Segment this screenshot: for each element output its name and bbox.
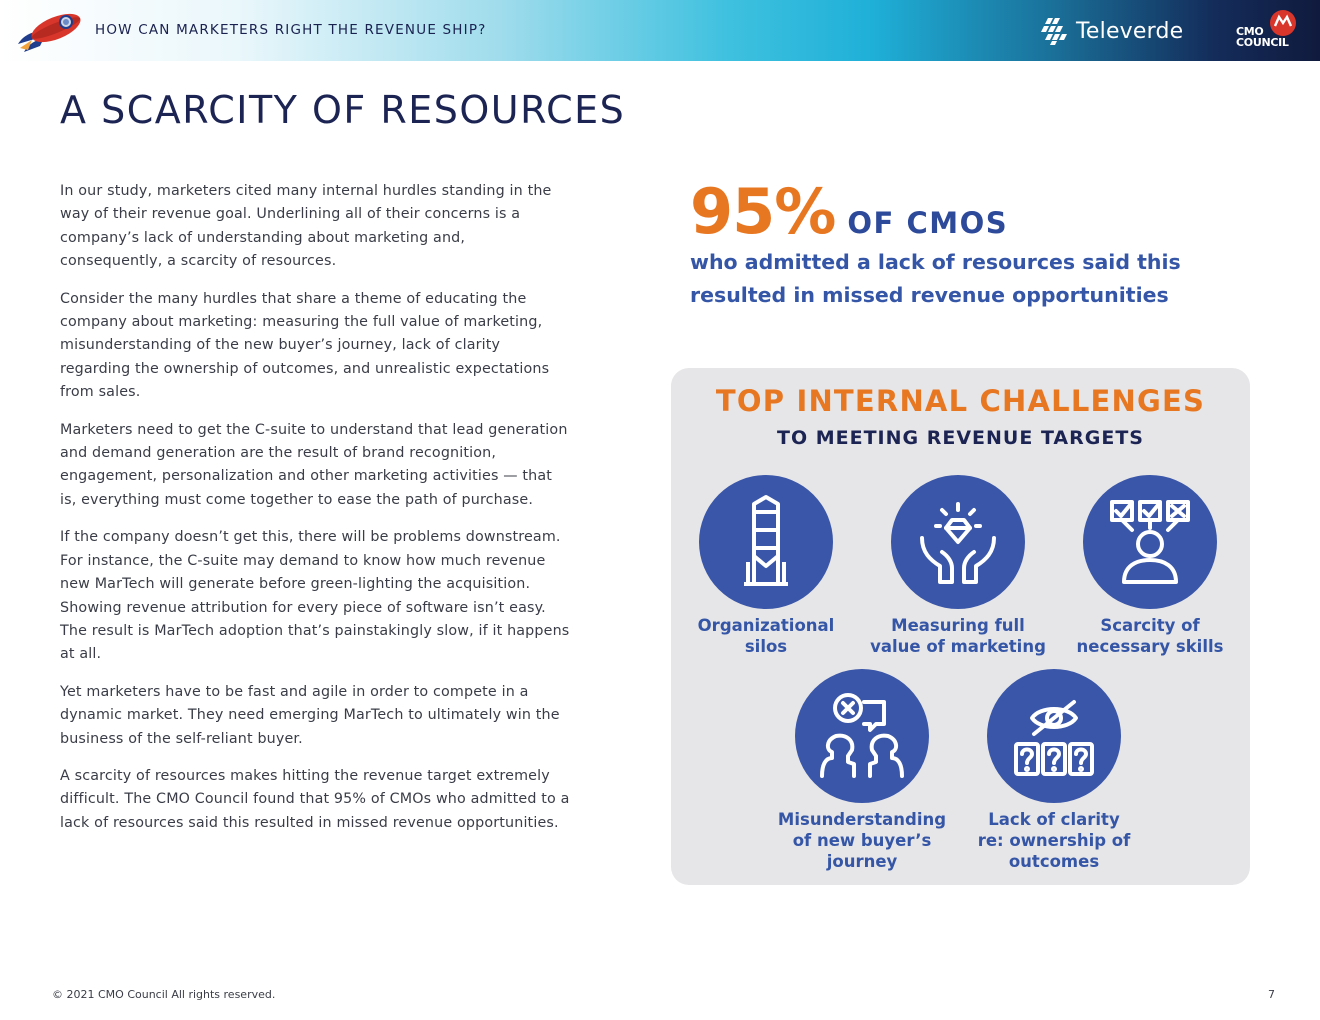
body-paragraph: Consider the many hurdles that share a theme of educating the company about marketing: measuring the full value of marketing, misunderstanding of the new buyer’s journey, lack of clarity regarding the ownership of outcomes, and unrealistic expectations from sales. bbox=[60, 290, 550, 401]
challenge-label: Organizational silos bbox=[697, 616, 835, 656]
stat-callout bbox=[690, 175, 1250, 312]
person-checklist-icon bbox=[1100, 492, 1200, 592]
challenge-label: Measuring full value of marketing bbox=[870, 616, 1046, 656]
confused-heads-icon bbox=[812, 686, 912, 786]
challenges-panel bbox=[671, 368, 1250, 885]
page-number: 7 bbox=[1268, 988, 1275, 1001]
cmo-council-logo bbox=[1236, 8, 1300, 54]
challenge-icon-circle bbox=[699, 475, 833, 609]
challenge-label: Misunderstanding of new buyer’s journey bbox=[777, 810, 947, 871]
body-paragraph: In our study, marketers cited many internal hurdles standing in the way of their revenue goal. Underlining all of their concerns is a company’s lack of understanding about marketing and, consequently, a scarcity of resources. bbox=[60, 183, 552, 270]
challenge-item bbox=[1055, 475, 1245, 657]
stat-subject: OF CMOS bbox=[847, 206, 1009, 240]
footer-copyright: © 2021 CMO Council All rights reserved. bbox=[52, 988, 276, 1001]
rocket-icon bbox=[14, 4, 86, 54]
challenge-icon-circle bbox=[1083, 475, 1217, 609]
panel-title: TOP INTERNAL CHALLENGES bbox=[715, 384, 1206, 418]
page-title: A SCARCITY OF RESOURCES bbox=[60, 88, 626, 132]
panel-subtitle: TO MEETING REVENUE TARGETS bbox=[777, 427, 1144, 449]
body-paragraph: Yet marketers have to be fast and agile in order to compete in a dynamic market. They need emerging MarTech to ultimately win the business of the self-reliant buyer. bbox=[60, 683, 560, 747]
header-banner bbox=[0, 0, 1320, 61]
body-paragraph: A scarcity of resources makes hitting the revenue target extremely difficult. The CMO Council found that 95% of CMOs who admitted to a lack of resources said this resulted in missed revenue opportunities. bbox=[60, 767, 570, 831]
televerde-logo bbox=[1040, 14, 1183, 48]
televerde-wordmark: Televerde bbox=[1076, 18, 1184, 44]
silo-icon bbox=[716, 492, 816, 592]
challenge-item bbox=[671, 475, 861, 657]
challenge-item bbox=[959, 669, 1149, 872]
challenge-icon-circle bbox=[987, 669, 1121, 803]
challenge-icon-circle bbox=[891, 475, 1025, 609]
challenge-item bbox=[863, 475, 1053, 657]
challenge-label: Scarcity of necessary skills bbox=[1076, 616, 1224, 656]
stat-description: who admitted a lack of resources said this resulted in missed revenue opportunities bbox=[690, 250, 1181, 307]
challenge-item bbox=[767, 669, 957, 872]
stat-value: 95% bbox=[690, 175, 836, 248]
diamond-hands-icon bbox=[908, 492, 1008, 592]
body-paragraph: Marketers need to get the C-suite to understand that lead generation and demand generation are the result of brand recognition, engagement, personalization and other marketing activities — that is, everything must come together to ease the path of purchase. bbox=[60, 421, 568, 508]
cmo-council-wordmark: CMO COUNCIL bbox=[1236, 25, 1289, 49]
challenge-label: Lack of clarity re: ownership of outcomes bbox=[977, 810, 1131, 871]
report-title: HOW CAN MARKETERS RIGHT THE REVENUE SHIP? bbox=[95, 22, 487, 38]
body-paragraph: If the company doesn’t get this, there will be problems downstream. For instance, the C-suite may demand to know how much revenue new MarTech will generate before green-lighting the acquisition. Showing revenue attribution for every piece of software isn’t easy. The result is MarTech adoption that’s painstakingly slow, if it happens at all. bbox=[60, 529, 570, 663]
body-text bbox=[60, 180, 570, 849]
televerde-mark-icon bbox=[1040, 16, 1070, 46]
hidden-eye-questions-icon bbox=[1004, 686, 1104, 786]
challenge-icon-circle bbox=[795, 669, 929, 803]
